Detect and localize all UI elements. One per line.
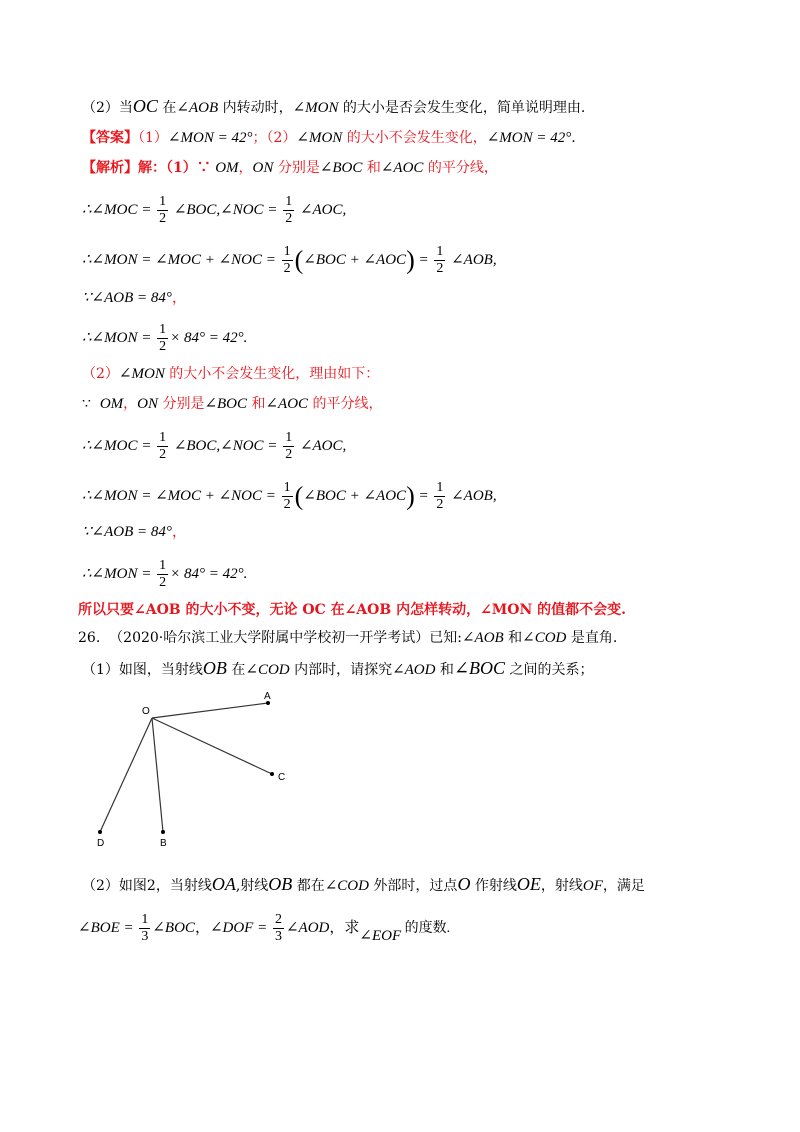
frac-den: 2 — [159, 211, 167, 226]
right-paren: ) — [406, 245, 415, 275]
q26-2-of: OF — [582, 878, 603, 894]
ray-oc — [152, 718, 272, 774]
part2-head-mon: ∠MON — [118, 366, 165, 382]
s4-left: ∴∠MON = — [82, 329, 152, 346]
analysis-line — [82, 158, 498, 178]
q26-2-mid: ,射线 — [235, 878, 269, 894]
answer-mon: ∠MON — [296, 130, 343, 146]
q26-1-mid2: 内部时，请探究 — [289, 662, 393, 678]
answer-end: . — [571, 130, 576, 146]
half-fraction — [157, 430, 168, 463]
q26-2-mid2: 都在 — [292, 878, 325, 894]
half-fraction — [434, 244, 445, 277]
label-d: D — [97, 838, 105, 849]
answer-line — [82, 128, 576, 148]
q26-2-prefix: （2）如图2，当射线 — [82, 878, 212, 894]
conclusion-text: 所以只要∠AOB 的大小不变，无论 OC 在∠AOB 内怎样转动，∠MON 的值都不会变. — [78, 602, 627, 618]
part2-head-text: 的大小不会发生变化，理由如下： — [164, 366, 380, 382]
s2-right: ∠AOB, — [451, 251, 497, 268]
q26-2-oa: OA — [211, 874, 236, 894]
q2-oc: OC — [132, 96, 158, 116]
answer-sep: ；（2） — [252, 130, 297, 146]
right-paren: ) — [406, 481, 415, 511]
part2-end: 的平分线， — [308, 396, 383, 412]
frac-den: 2 — [283, 497, 291, 512]
analysis-boc: ∠BOC — [319, 160, 363, 176]
q26-1-boc: ∠BOC — [453, 658, 506, 678]
frac-num: 1 — [159, 194, 167, 209]
q26-2b-eof: ∠EOF — [359, 927, 402, 944]
frac-den: 2 — [436, 261, 444, 276]
half-fraction — [157, 558, 168, 591]
answer-eq2: ∠MON = 42° — [486, 130, 572, 146]
frac-den: 2 — [436, 497, 444, 512]
q26-2b-sep: ， — [194, 919, 210, 936]
q26-1-and: 和 — [435, 662, 454, 678]
q2-aob: ∠AOB — [176, 100, 219, 116]
frac-den: 2 — [159, 339, 167, 354]
s1-right: ∠AOC, — [299, 201, 347, 218]
q2-mon: ∠MON — [292, 100, 339, 116]
q26-1-ob: OB — [202, 658, 227, 678]
s2-inner: ∠BOC + ∠AOC — [303, 251, 407, 268]
frac-den: 2 — [159, 575, 167, 590]
analysis-om: OM — [215, 160, 239, 176]
frac-num: 1 — [436, 244, 444, 259]
q26-2b-ask: ，求 — [329, 919, 360, 936]
ray-ob — [152, 718, 163, 832]
frac-num: 1 — [141, 912, 149, 927]
frac-num: 2 — [274, 912, 282, 927]
part2-om: OM — [99, 396, 124, 412]
q26-aob: ∠AOB — [461, 630, 504, 646]
analysis-comma: ， — [238, 160, 253, 176]
s3: ∵∠AOB = 84° — [82, 290, 172, 306]
s4-left: ∴∠MON = — [82, 565, 152, 582]
s4-right: × 84° = 42°. — [170, 565, 248, 582]
part2-comma: ， — [123, 396, 138, 412]
q26-1-prefix: （1）如图，当射线 — [82, 662, 203, 678]
q26-2b-boe: ∠BOE = — [78, 919, 134, 936]
q26-1-aod: ∠AOD — [392, 662, 436, 678]
ray-od — [100, 718, 152, 832]
question-2-line — [82, 96, 585, 118]
frac-den: 2 — [285, 447, 293, 462]
part2-head-prefix: （2） — [82, 366, 119, 382]
frac-den: 3 — [274, 929, 282, 944]
s3: ∵∠AOB = 84° — [82, 524, 172, 540]
left-paren: ( — [294, 481, 304, 511]
label-b: B — [160, 838, 167, 849]
s1-right: ∠AOC, — [299, 437, 347, 454]
question-26-part2-conditions — [78, 912, 450, 945]
part2-step2-equation: ∴∠MON = ∠MOC + ∠NOC = $\frac{1}{2}$ (∠BOC + ∠AOC) = $\frac{1}{2}$ ∠AOB, — [82, 480, 497, 512]
question-26-part1-line — [82, 658, 593, 680]
s2-left: ∴∠MON = ∠MOC + ∠NOC = — [82, 251, 276, 268]
q26-and: 和 — [503, 630, 523, 646]
frac-num: 1 — [283, 244, 291, 259]
part2-header — [82, 364, 379, 384]
frac-num: 1 — [159, 558, 167, 573]
frac-den: 3 — [141, 929, 149, 944]
q26-2-o: O — [457, 874, 471, 894]
q26-1-mid: 在 — [226, 662, 246, 678]
half-fraction — [282, 480, 293, 513]
answer-eq1: ∠MON = 42° — [167, 130, 253, 146]
label-o: O — [142, 706, 150, 717]
answer-part1-prefix: （1） — [138, 130, 168, 146]
figure-rays — [100, 703, 272, 832]
angle-figure — [90, 691, 290, 860]
frac-num: 1 — [159, 322, 167, 337]
analysis-label: 【解析】解：（1）∵ — [82, 160, 211, 176]
analysis-on: ON — [252, 160, 274, 176]
s1-left: ∴∠MOC = — [82, 201, 152, 218]
s3-comma: ， — [171, 290, 187, 306]
label-c: C — [278, 772, 286, 783]
frac-den: 2 — [283, 261, 291, 276]
question-26-part2-line — [82, 874, 645, 896]
frac-num: 1 — [283, 480, 291, 495]
q26-2-ob: OB — [268, 874, 293, 894]
part2-step1-equation — [82, 430, 346, 463]
s2-left: ∴∠MON = ∠MOC + ∠NOC = — [82, 487, 276, 504]
conclusion-line — [78, 600, 626, 620]
q2-tail: 的大小是否会发生变化，简单说明理由. — [338, 100, 586, 116]
question-26-line — [78, 628, 617, 648]
frac-den: 2 — [159, 447, 167, 462]
part2-because-line — [82, 394, 383, 414]
q26-1-cod: ∠COD — [245, 662, 290, 678]
s2-right: ∠AOB, — [451, 487, 497, 504]
part2-and: 和 — [247, 396, 266, 412]
q26-2-cod: ∠COD — [324, 878, 369, 894]
analysis-mid: 分别是 — [273, 160, 320, 176]
analysis-aoc: ∠AOC — [380, 160, 424, 176]
half-fraction — [157, 194, 168, 227]
part2-boc: ∠BOC — [204, 396, 248, 412]
frac-num: 1 — [285, 194, 293, 209]
q2-prefix: （2）当 — [82, 100, 133, 116]
part2-on: ON — [137, 396, 158, 412]
q26-2-mid4: 作射线 — [470, 878, 517, 894]
part2-aoc: ∠AOC — [265, 396, 309, 412]
third-fraction — [139, 912, 150, 945]
answer-part2-text: 的大小不会发生变化， — [342, 130, 487, 146]
frac-num: 1 — [285, 430, 293, 445]
part2-step3-given — [82, 522, 187, 542]
q2-mid2: 内转动时， — [218, 100, 293, 116]
s1-left: ∴∠MOC = — [82, 437, 152, 454]
half-fraction — [434, 480, 445, 513]
half-fraction — [157, 322, 168, 355]
q26-2-mid3: 外部时，过点 — [368, 878, 458, 894]
q26-2b-boc: ∠BOC — [152, 919, 195, 936]
q26-1-end: 之间的关系； — [505, 662, 594, 678]
frac-num: 1 — [436, 480, 444, 495]
q26-2-mid5: ，射线 — [540, 878, 583, 894]
frac-num: 1 — [159, 430, 167, 445]
two-thirds-fraction — [273, 912, 284, 945]
ray-oa — [152, 703, 268, 718]
q26-2b-dof: ∠DOF = — [209, 919, 268, 936]
step2-equation: ∴∠MON = ∠MOC + ∠NOC = $\frac{1}{2}$ (∠BOC + ∠AOC) = $\frac{1}{2}$ ∠AOB, — [82, 244, 497, 276]
part2-step4-result — [82, 558, 247, 591]
step1-equation — [82, 194, 346, 227]
q26-2-oe: OE — [516, 874, 541, 894]
s1-mid: ∠BOC,∠NOC = — [173, 201, 278, 218]
part2-because: ∵ — [82, 396, 91, 412]
s1-mid: ∠BOC,∠NOC = — [173, 437, 278, 454]
point-c — [270, 772, 274, 776]
s4-right: × 84° = 42°. — [170, 329, 248, 346]
s2-inner: ∠BOC + ∠AOC — [303, 487, 407, 504]
q26-source: （2020·哈尔滨工业大学附属中学校初一开学考试）已知: — [109, 630, 462, 646]
q2-mid: 在 — [157, 100, 177, 116]
frac-den: 2 — [285, 211, 293, 226]
q26-cod: ∠COD — [522, 630, 567, 646]
q26-2-end: ，满足 — [602, 878, 645, 894]
q26-end: 是直角. — [566, 630, 618, 646]
step3-given — [82, 288, 187, 308]
step4-result — [82, 322, 247, 355]
half-fraction — [282, 244, 293, 277]
part2-mid: 分别是 — [158, 396, 205, 412]
analysis-end: 的平分线， — [423, 160, 498, 176]
answer-label: 【答案】 — [82, 130, 138, 146]
q26-number: 26. — [78, 630, 101, 646]
point-b — [161, 830, 165, 834]
label-a: A — [264, 691, 271, 702]
figure-points — [98, 701, 274, 834]
q26-2b-aod: ∠AOD — [285, 919, 330, 936]
point-d — [98, 830, 102, 834]
q26-2b-end: 的度数. — [401, 920, 451, 936]
half-fraction — [283, 194, 294, 227]
left-paren: ( — [294, 245, 304, 275]
s3-comma: ， — [171, 524, 187, 540]
analysis-and: 和 — [362, 160, 381, 176]
half-fraction — [283, 430, 294, 463]
